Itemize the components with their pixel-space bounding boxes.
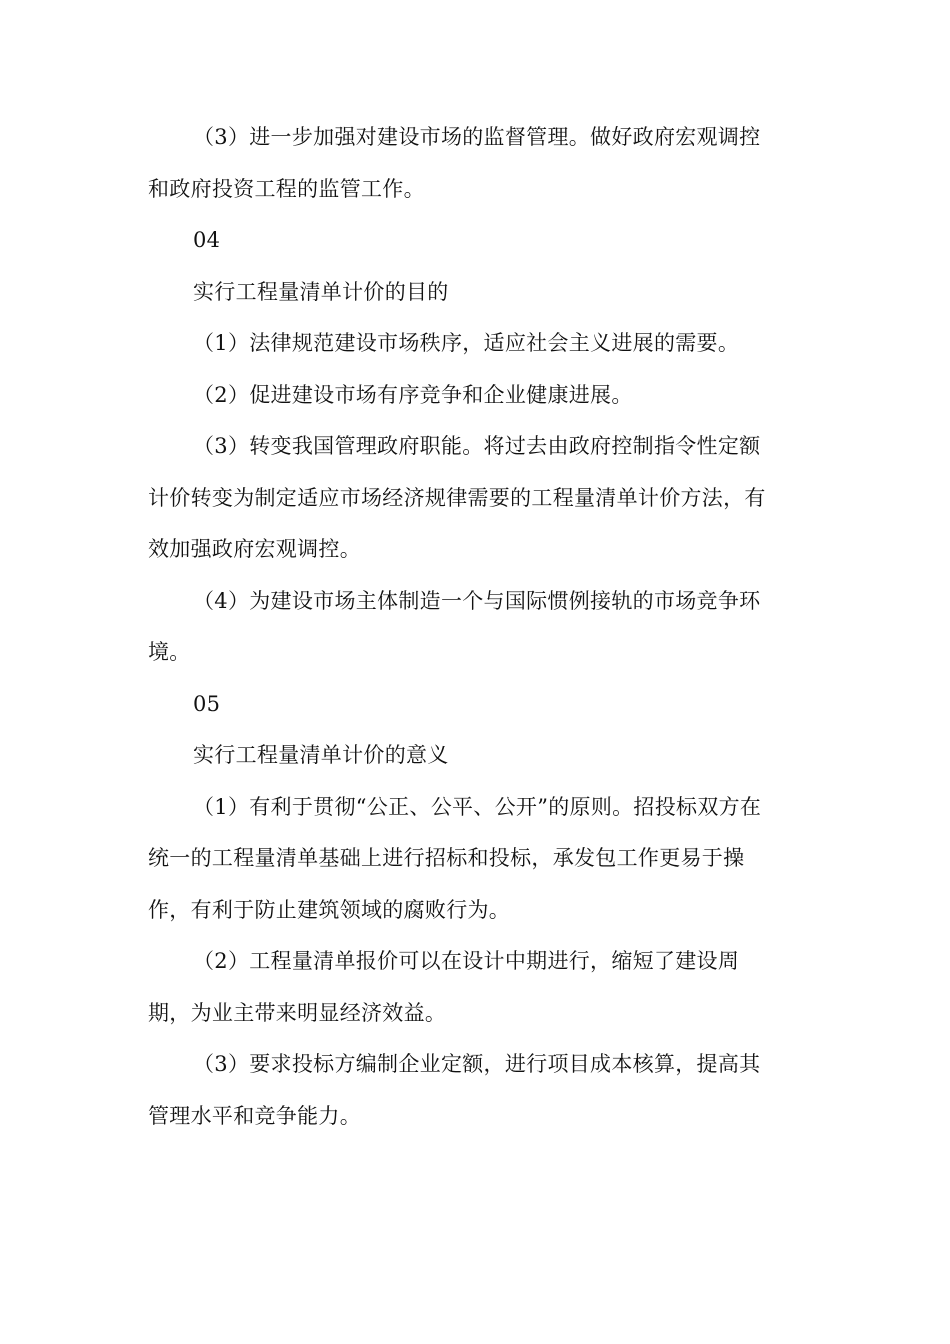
text-line: 05 — [193, 691, 221, 716]
paragraph-purpose-4 — [148, 576, 798, 679]
text-line: 实行工程量清单计价的目的 — [193, 279, 449, 304]
text-line: （2）促进建设市场有序竞争和企业健康进展。 — [193, 382, 633, 407]
section-number-04 — [148, 215, 798, 267]
text-line: 期，为业主带来明显经济效益。 — [148, 1000, 447, 1025]
document-body — [148, 112, 798, 1142]
text-line: 和政府投资工程的监管工作。 — [148, 176, 425, 201]
section-heading-purpose — [148, 267, 798, 319]
section-number-05 — [148, 679, 798, 731]
text-line: 04 — [193, 228, 221, 252]
section-heading-significance — [148, 730, 798, 782]
paragraph-significance-3 — [148, 1039, 798, 1142]
text-line: 计价转变为制定适应市场经济规律需要的工程量清单计价方法，有 — [148, 485, 766, 510]
paragraph-strengthen-supervision — [148, 112, 798, 215]
paragraph-purpose-3 — [148, 421, 798, 576]
text-line: （1）有利于贯彻“公正、公平、公开”的原则。招投标双方在 — [193, 794, 762, 819]
text-line: （4）为建设市场主体制造一个与国际惯例接轨的市场竞争环 — [193, 588, 761, 613]
paragraph-significance-1 — [148, 782, 798, 937]
paragraph-significance-2 — [148, 936, 798, 1039]
text-line: （2）工程量清单报价可以在设计中期进行，缩短了建设周 — [193, 949, 740, 973]
text-line: 作，有利于防止建筑领域的腐败行为。 — [148, 897, 511, 922]
text-line: （3）转变我国管理政府职能。将过去由政府控制指令性定额 — [193, 434, 761, 458]
text-line: 效加强政府宏观调控。 — [148, 537, 361, 561]
paragraph-purpose-1 — [148, 318, 798, 370]
text-line: 境。 — [148, 640, 191, 664]
text-line: 管理水平和竞争能力。 — [148, 1103, 361, 1128]
text-line: （1）法律规范建设市场秩序，适应社会主义进展的需要。 — [193, 331, 740, 355]
text-line: 统一的工程量清单基础上进行招标和投标，承发包工作更易于操 — [148, 846, 745, 870]
text-line: （3）要求投标方编制企业定额，进行项目成本核算，提高其 — [193, 1052, 761, 1076]
paragraph-purpose-2 — [148, 370, 798, 422]
text-line: 实行工程量清单计价的意义 — [193, 743, 449, 767]
text-line: （3）进一步加强对建设市场的监督管理。做好政府宏观调控 — [193, 125, 761, 149]
